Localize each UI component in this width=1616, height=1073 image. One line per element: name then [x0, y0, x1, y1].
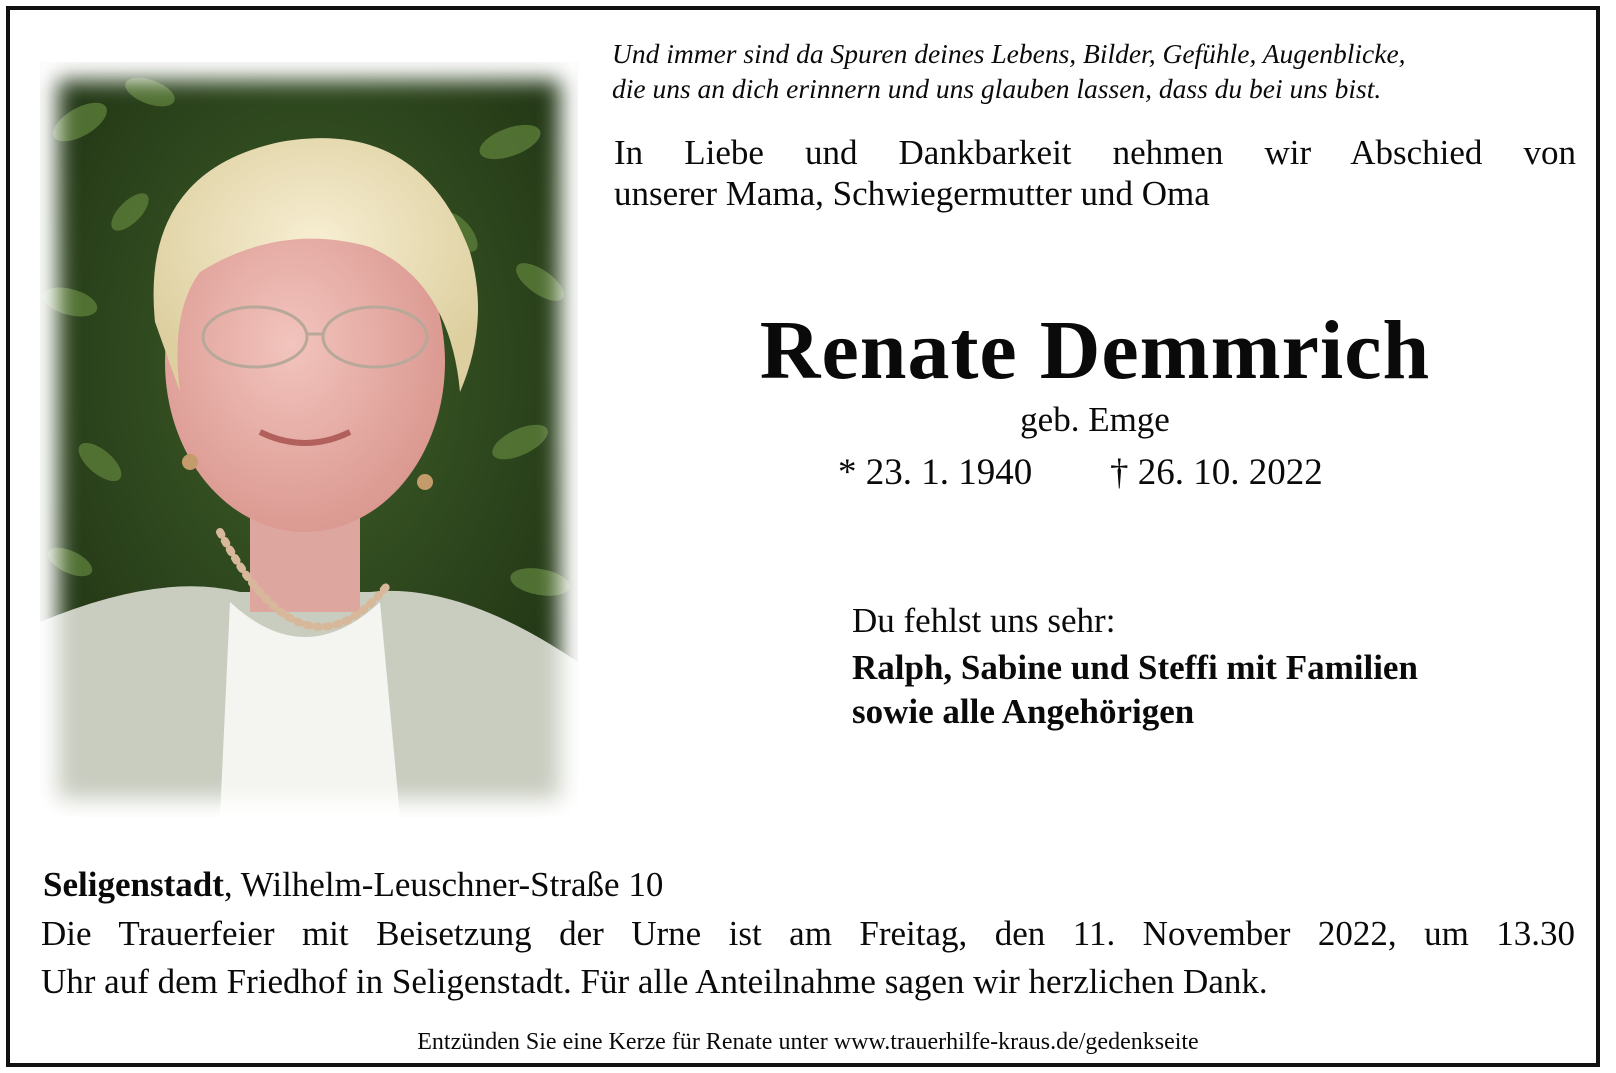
mourners-line: Ralph, Sabine und Steffi mit Familien	[852, 648, 1418, 687]
mourners-names	[852, 646, 1572, 734]
ceremony-line: Die Trauerfeier mit Beisetzung der Urne ist am Freitag, den 11. November 2022, um 13.30	[41, 914, 1575, 953]
intro-line: unserer Mama, Schwiegermutter und Oma	[614, 174, 1210, 213]
ceremony-notice	[41, 910, 1575, 1006]
mourners-intro: Du fehlst uns sehr:	[852, 601, 1116, 640]
address-city: Seligenstadt	[43, 865, 224, 904]
ceremony-line: Uhr auf dem Friedhof in Seligenstadt. Für alle Anteilnahme sagen wir herzlichen Dank.	[41, 962, 1268, 1001]
death-date: † 26. 10. 2022	[1110, 452, 1323, 493]
address-street: , Wilhelm-Leuschner-Straße 10	[223, 865, 664, 904]
intro-line: In Liebe und Dankbarkeit nehmen wir Abschied von	[614, 133, 1576, 172]
memorial-poem	[612, 36, 1592, 106]
poem-line: Und immer sind da Spuren deines Lebens, Bilder, Gefühle, Augenblicke,	[612, 38, 1406, 69]
address	[43, 864, 663, 906]
mourners-line: sowie alle Angehörigen	[852, 692, 1195, 731]
poem-line: die uns an dich erinnern und uns glauben lassen, dass du bei uns bist.	[612, 73, 1382, 104]
portrait-photo	[40, 62, 578, 817]
life-dates	[838, 450, 1398, 496]
farewell-intro	[614, 132, 1576, 214]
deceased-name: Renate Demmrich	[759, 304, 1431, 397]
maiden-name: geb. Emge	[1020, 400, 1170, 439]
portrait-illustration	[40, 62, 578, 817]
birth-date: * 23. 1. 1940	[838, 452, 1033, 493]
memorial-website-note: Entzünden Sie eine Kerze für Renate unter www.trauerhilfe-kraus.de/gedenkseite	[417, 1029, 1199, 1055]
